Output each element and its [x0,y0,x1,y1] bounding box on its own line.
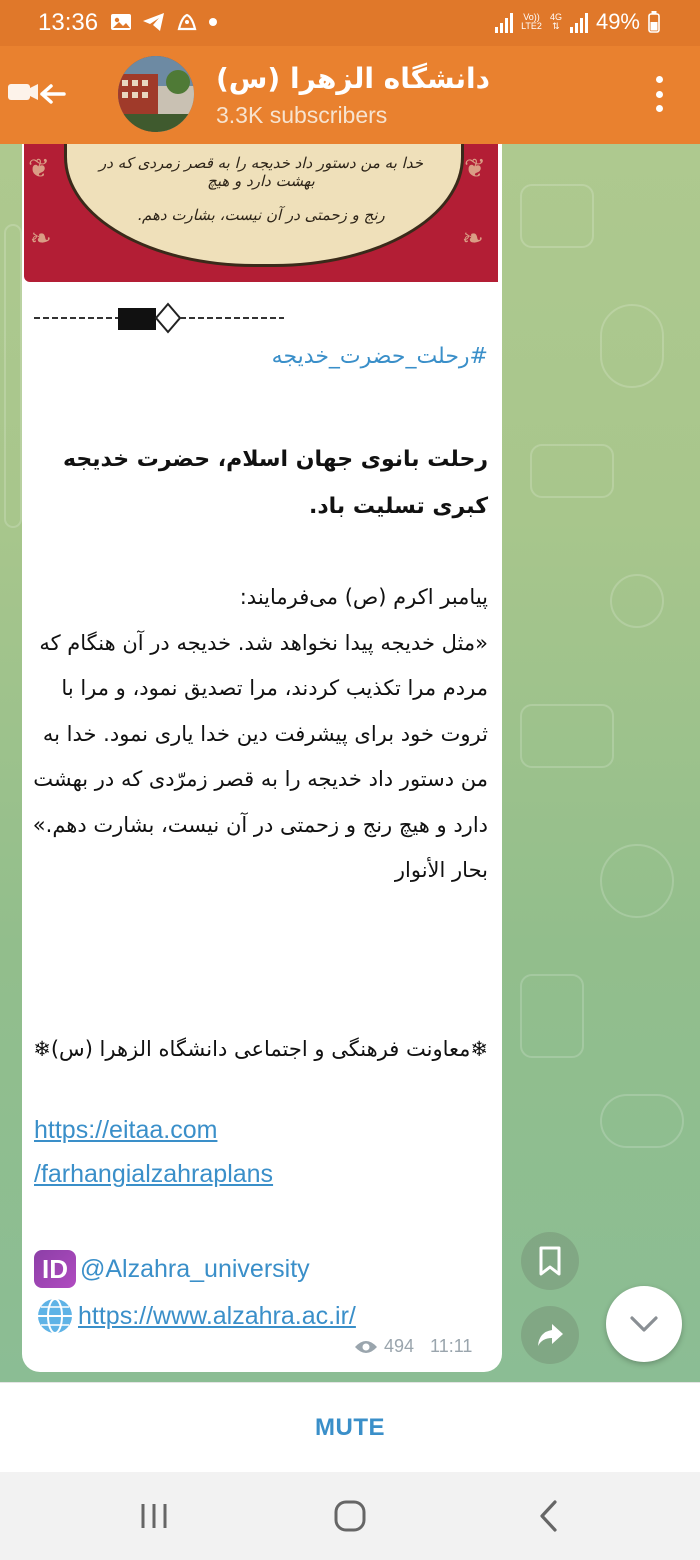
bookmark-icon [537,1246,563,1276]
back-button[interactable] [6,64,66,124]
signal-1-icon [495,11,513,33]
arrow-back-icon [6,74,66,114]
share-arrow-icon [536,1322,564,1348]
eye-icon [354,1339,378,1355]
id-badge-icon: ID [34,1250,76,1288]
eitaa-link-line2[interactable]: /farhangialzahraplans [34,1160,274,1188]
ornament-icon: ❦ [28,154,50,184]
post-body: پیامبر اکرم (ص) می‌فرمایند: «مثل خدیجه پیدا نخواهد شد. خدیجه در آن هنگام که مردم مرا تکذیب کردند، مرا تصدیق نمود، و مرا با ثروت خود برای پیشرفت دین خدا یاری نمود. خدا به من دستور داد خدیجه را به قصر زمرّدی که در بهشت دارد و هیچ رنج و زحمتی در آن نیست، بشارت دهم.» بحار الأنوار [32,585,488,882]
view-count: 494 [384,1336,415,1356]
subscriber-count: 3.3K subscribers [216,102,388,128]
post-image[interactable]: ❦ ❧ ❦ ❧ خدا به من دستور داد خدیجه را به قصر زمردی که در بهشت دارد و هیچ رنج و زحمتی در آن نیست، بشارت دهم. [24,144,498,282]
mourning-divider [34,300,284,336]
message-time: 11:11 [430,1336,473,1356]
network-type-icon: 4G ⇅ [549,12,562,31]
chevron-left-icon [537,1499,559,1533]
eitaa-link-line1[interactable]: https://eitaa.com [34,1116,218,1144]
building-photo-icon [118,56,194,132]
battery-percent: 49% [595,9,640,34]
more-menu-button[interactable] [644,76,674,112]
channel-title[interactable]: دانشگاه الزهرا (س) [216,62,490,95]
recents-icon [137,1501,171,1531]
recent-apps-button[interactable] [124,1494,184,1538]
globe-icon [34,1296,76,1336]
channel-header [0,46,700,144]
system-back-button[interactable] [518,1494,578,1538]
username-handle[interactable]: @Alzahra_university [80,1254,310,1283]
chevron-down-icon [629,1315,659,1333]
battery-icon [648,11,660,33]
system-icons [495,9,660,35]
home-button[interactable] [320,1494,380,1538]
more-vert-icon [656,76,663,83]
id-line [34,1250,310,1288]
image-caption-line2: رنج و زحمتی در آن نیست، بشارت دهم. [137,206,385,224]
status-bar [0,0,700,46]
home-icon [333,1499,367,1533]
mute-bar [0,1382,700,1473]
post-headline: رحلت بانوی جهان اسلام، حضرت خدیجه کبری تسلیت باد. [63,447,488,519]
telegram-icon [142,12,166,32]
notification-icons [110,11,218,33]
channel-avatar[interactable] [118,56,194,132]
volte-icon: Vo)) LTE2 [521,12,542,31]
gallery-icon [110,12,132,32]
website-link[interactable]: https://www.alzahra.ac.ir/ [78,1301,356,1330]
post-credit: ❄معاونت فرهنگی و اجتماعی دانشگاه الزهرا (س)❄ [33,1037,488,1061]
status-time: 13:36 [38,9,99,36]
bookmark-button[interactable] [521,1232,579,1290]
image-caption-line1: خدا به من دستور داد خدیجه را به قصر زمردی که در بهشت دارد و هیچ [99,154,423,190]
doodle-pattern [520,184,594,248]
app-notification-icon [176,11,198,33]
website-line [34,1296,356,1336]
scroll-down-button[interactable] [606,1286,682,1362]
share-button[interactable] [521,1306,579,1364]
dot-icon [208,17,218,27]
system-nav-bar [0,1472,700,1560]
mute-button[interactable]: MUTE [315,1414,385,1441]
signal-2-icon [570,11,588,33]
hashtag-link[interactable]: #رحلت_حضرت_خدیجه [271,344,488,369]
message-meta [354,1336,472,1357]
